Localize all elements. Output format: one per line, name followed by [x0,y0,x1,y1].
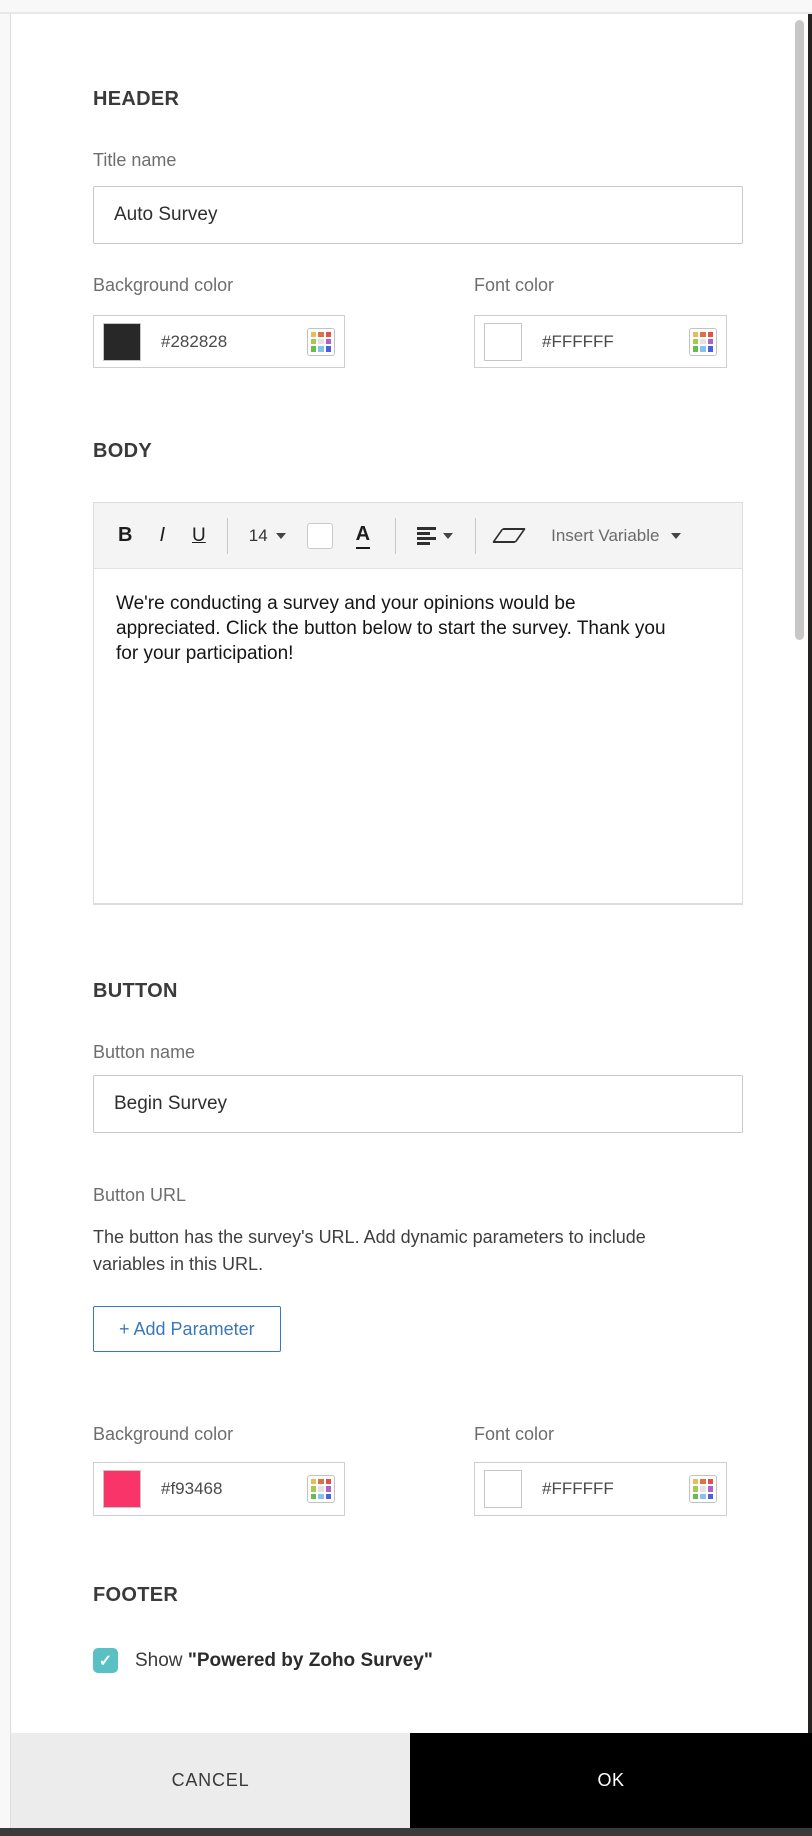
button-name-label: Button name [93,1042,196,1062]
button-font-color-picker[interactable] [474,1462,727,1516]
bold-button[interactable]: B [118,524,133,546]
right-edge-strip [808,14,812,1828]
bottom-strip [0,1828,812,1836]
header-background-color-label: Background color [93,275,234,295]
alignment-dropdown[interactable] [417,527,453,545]
insert-variable-dropdown[interactable] [551,526,681,546]
show-label: Show [135,1649,183,1671]
section-title-header: HEADER [93,88,180,110]
font-color-button[interactable]: A [356,523,370,549]
button-url-description: The button has the survey's URL. Add dynamic parameters to include variables in this URL. [93,1227,646,1274]
top-strip [0,0,812,14]
insert-variable-label: Insert Variable [551,525,660,545]
palette-icon[interactable] [689,1475,717,1503]
color-hex-value: #FFFFFF [542,331,614,351]
palette-icon[interactable] [307,328,335,356]
scrollbar-thumb[interactable] [795,20,804,640]
chevron-down-icon [443,533,453,539]
body-rich-text-editor [93,502,743,905]
button-url-label: Button URL [93,1185,187,1205]
palette-icon[interactable] [307,1475,335,1503]
chevron-down-icon [276,533,286,539]
section-title-body: BODY [93,440,152,462]
powered-by-text: "Powered by Zoho Survey" [187,1649,433,1671]
settings-panel [11,14,808,1733]
action-bar [11,1733,812,1828]
palette-icon[interactable] [689,328,717,356]
color-hex-value: #f93468 [161,1479,223,1498]
chevron-down-icon [671,533,681,539]
color-hex-value: #282828 [161,331,228,351]
button-background-color-picker[interactable] [93,1462,345,1516]
add-parameter-button[interactable]: + Add Parameter [93,1306,281,1352]
header-font-color-label: Font color [474,275,555,295]
ok-button[interactable]: OK [410,1733,812,1828]
clear-format-button[interactable] [497,528,521,543]
color-swatch [103,323,141,361]
italic-button[interactable]: I [159,524,166,546]
editor-toolbar [94,503,742,569]
title-name-input[interactable] [93,186,743,244]
align-left-icon [417,527,436,545]
color-swatch [484,323,522,361]
powered-by-label [135,1650,433,1672]
title-name-label: Title name [93,150,177,170]
highlight-color-button[interactable] [307,523,333,549]
font-size-dropdown[interactable] [249,526,286,546]
checkmark-icon: ✓ [98,1652,113,1670]
powered-by-checkbox[interactable] [93,1648,118,1673]
button-name-input[interactable] [93,1075,743,1133]
eraser-icon [492,528,527,543]
underline-button[interactable]: U [192,524,206,546]
cancel-button[interactable]: CANCEL [11,1733,410,1828]
body-text: We're conducting a survey and your opinions would be appreciated. Click the button below to start the survey. Thank you for your participation! [116,593,666,664]
toolbar-divider [395,518,396,554]
section-title-button: BUTTON [93,980,178,1002]
header-background-color-picker[interactable] [93,315,345,368]
powered-by-row [93,1648,433,1673]
font-size-value: 14 [248,525,268,545]
left-edge [0,14,11,1836]
color-swatch [103,1470,141,1508]
button-background-color-label: Background color [93,1424,234,1444]
toolbar-divider [227,518,228,554]
toolbar-divider [475,518,476,554]
button-font-color-label: Font color [474,1424,555,1444]
header-font-color-picker[interactable] [474,315,727,368]
section-title-footer: FOOTER [93,1584,179,1606]
color-swatch [484,1470,522,1508]
color-hex-value: #FFFFFF [542,1479,614,1498]
body-text-area[interactable] [94,569,742,688]
